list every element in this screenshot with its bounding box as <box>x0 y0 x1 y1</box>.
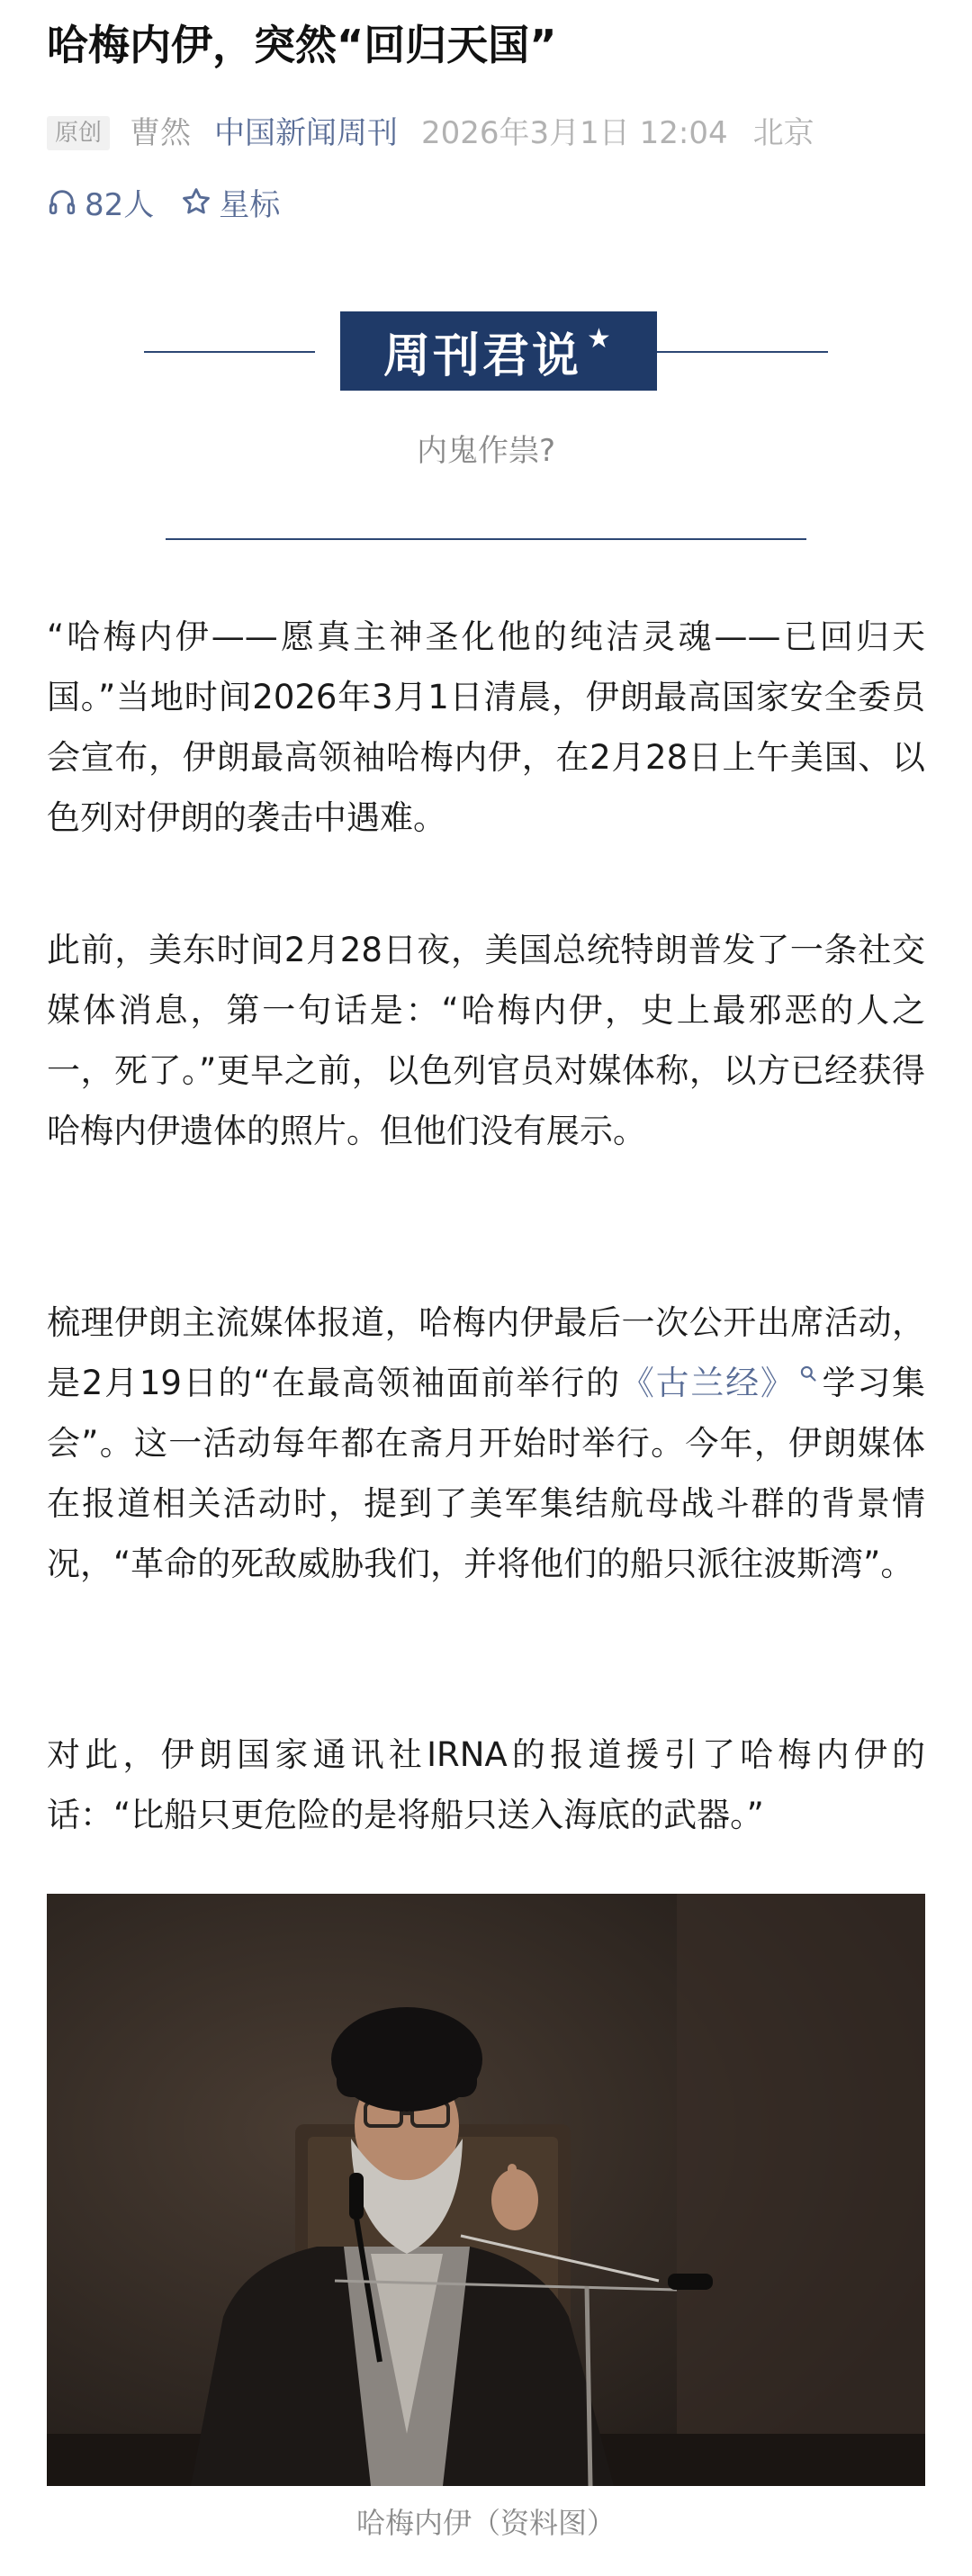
column-name: 周刊君说 <box>383 329 582 383</box>
star-outline-icon <box>181 186 212 217</box>
paragraph-2: 此前，美东时间2月28日夜，美国总统特朗普发了一条社交媒体消息，第一句话是：“哈梅内伊，史上最邪恶的人之一，死了。”更早之前，以色列官员对媒体称，以方已经获得哈梅内伊遗体的照片。但他们没有展示。 <box>47 931 925 1150</box>
star-icon: ★ <box>587 322 614 355</box>
paragraph-4: 对此，伊朗国家通讯社IRNA的报道援引了哈梅内伊的话：“比船只更危险的是将船只送入海底的武器。” <box>47 1735 925 1834</box>
banner-divider-left <box>144 351 315 353</box>
paragraph-1: “哈梅内伊——愿真主神圣化他的纯洁灵魂——已回归天国。”当地时间2026年3月1日清晨，伊朗最高国家安全委员会宣布，伊朗最高领袖哈梅内伊，在2月28日上午美国、以色列对伊朗的袭击中遇难。 <box>47 617 925 837</box>
paragraph-3-text-before: 梳理伊朗主流媒体报道，哈梅内伊最后一次公开出席活动，是2月19日的“在最高领袖面前举行的 <box>47 1303 925 1402</box>
quran-search-link[interactable] <box>621 1364 821 1402</box>
article-stats <box>47 178 307 225</box>
quran-link-text: 《古兰经》 <box>620 1364 796 1402</box>
star-button[interactable] <box>181 180 280 224</box>
article-title: 哈梅内伊，突然“回归天国” <box>47 21 557 69</box>
star-label: 星标 <box>219 186 281 223</box>
listen-count: 82人 <box>85 186 155 223</box>
paragraph-3-text-after: 学习集会”。这一活动每年都在斋月开始时举行。今年，伊朗媒体在报道相关活动时，提到了美军集结航母战斗群的背景情况，“革命的死敌威胁我们，并将他们的船只派往波斯湾”。 <box>47 1364 926 1583</box>
paragraph-3 <box>47 1293 925 1594</box>
author-name[interactable]: 曹然 <box>130 115 192 151</box>
search-icon <box>799 1365 817 1383</box>
original-badge: 原创 <box>47 116 110 150</box>
article-photo[interactable] <box>47 1894 925 2486</box>
photo-caption: 哈梅内伊（资料图） <box>356 2506 616 2540</box>
portrait-illustration <box>47 1894 925 2486</box>
headphones-icon <box>47 186 77 217</box>
account-name-link[interactable]: 中国新闻周刊 <box>214 115 399 151</box>
column-banner <box>0 311 972 394</box>
publish-location: 北京 <box>752 115 814 151</box>
listen-button[interactable] <box>47 180 154 224</box>
article-meta <box>47 110 814 157</box>
banner-divider-right <box>657 351 828 353</box>
section-subtitle: 内鬼作祟? <box>416 433 556 469</box>
column-logo <box>340 311 657 391</box>
subtitle-divider <box>166 538 806 540</box>
publish-date: 2026年3月1日 12:04 <box>421 115 728 151</box>
